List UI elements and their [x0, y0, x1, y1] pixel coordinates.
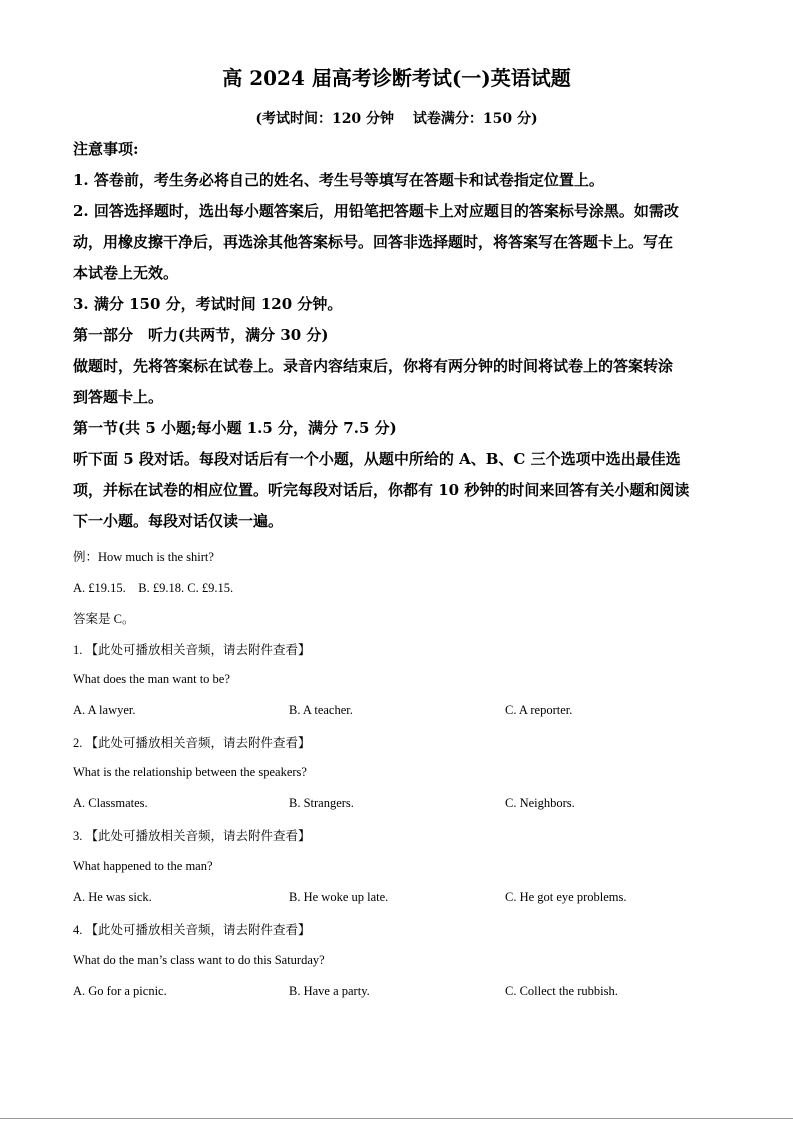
option-b: B. A teacher.: [289, 703, 353, 717]
option-a: A. A lawyer.: [73, 703, 136, 717]
option-c: C. He got eye problems.: [505, 890, 627, 904]
question-1-audio: 1. 【此处可播放相关音频，请去附件查看】: [73, 643, 311, 657]
option-a: A. He was sick.: [73, 890, 152, 904]
note-item-3: 3. 满分 150 分，考试时间 120 分钟。: [73, 295, 343, 313]
question-3-text: What happened to the man?: [73, 859, 213, 873]
option-b: B. Strangers.: [289, 796, 354, 810]
option-c: C. Collect the rubbish.: [505, 984, 618, 998]
note-item-2-line-3: 本试卷上无效。: [73, 264, 179, 282]
option-a: A. Go for a picnic.: [73, 984, 167, 998]
section1-instruction-line-1: 听下面 5 段对话。每段对话后有一个小题，从题中所给的 A、B、C 三个选项中选出最佳选: [73, 450, 681, 468]
example-answer: 答案是 C。: [73, 612, 135, 626]
option-b: B. He woke up late.: [289, 890, 389, 904]
question-1-text: What does the man want to be?: [73, 672, 230, 686]
example-question: 例：How much is the shirt?: [73, 550, 214, 564]
section1-instruction-line-3: 下一小题。每段对话仅读一遍。: [73, 512, 284, 530]
notes-heading: 注意事项:: [73, 140, 139, 158]
page-title: 高 2024 届高考诊断考试(一)英语试题: [222, 66, 571, 90]
note-item-2-line-1: 2. 回答选择题时，选出每小题答案后，用铅笔把答题卡上对应题目的答案标号涂黑。如需改: [73, 202, 679, 220]
option-c: C. Neighbors.: [505, 796, 575, 810]
notes-section: [73, 134, 723, 537]
section1-instruction-line-2: 项，并标在试卷的相应位置。听完每段对话后，你都有 10 秒钟的时间来回答有关小题和阅读: [73, 481, 690, 499]
question-3-audio: 3. 【此处可播放相关音频，请去附件查看】: [73, 829, 311, 843]
page-bottom-divider: [0, 1118, 793, 1119]
question-4-text: What do the man’s class want to do this Saturday?: [73, 953, 325, 967]
option-b: B. Have a party.: [289, 984, 370, 998]
note-item-1: 1. 答卷前，考生务必将自己的姓名、考生号等填写在答题卡和试卷指定位置上。: [73, 171, 604, 189]
option-a: A. Classmates.: [73, 796, 148, 810]
option-c: C. A reporter.: [505, 703, 573, 717]
question-2-audio: 2. 【此处可播放相关音频，请去附件查看】: [73, 736, 311, 750]
section1-heading: 第一节(共 5 小题;每小题 1.5 分，满分 7.5 分): [73, 419, 397, 437]
part1-instruction-line-1: 做题时，先将答案标在试卷上。录音内容结束后，你将有两分钟的时间将试卷上的答案转涂: [73, 357, 674, 375]
part1-instruction-line-2: 到答题卡上。: [73, 388, 164, 406]
exam-time-info: (考试时间：120 分钟 试卷满分：150 分): [255, 111, 538, 127]
question-2-text: What is the relationship between the speakers?: [73, 765, 307, 779]
question-4-audio: 4. 【此处可播放相关音频，请去附件查看】: [73, 923, 311, 937]
part1-heading: 第一部分 听力(共两节，满分 30 分): [73, 326, 329, 344]
example-options: A. £19.15. B. £9.18. C. £9.15.: [73, 581, 234, 595]
note-item-2-line-2: 动，用橡皮擦干净后，再选涂其他答案标号。回答非选择题时，将答案写在答题卡上。写在: [73, 233, 674, 251]
